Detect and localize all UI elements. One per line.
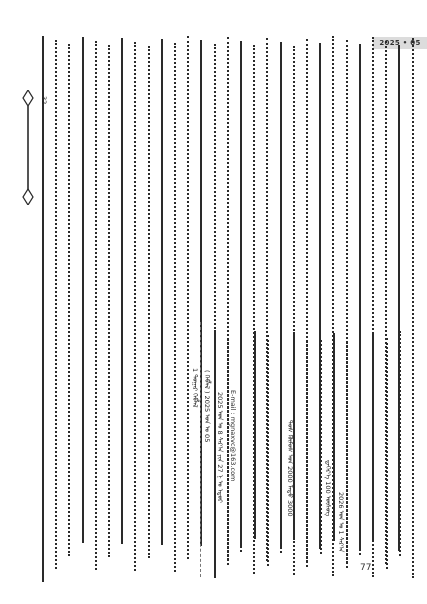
right-text-line [254, 331, 265, 539]
right-text-line [320, 340, 331, 554]
left-text-line [108, 45, 119, 557]
year-line: 2026 ᠣᠨ ᠤ 1 ᠰᠠᠷ᠎ᠠ [337, 492, 345, 553]
left-text-line [68, 44, 79, 556]
right-text-line [346, 337, 357, 568]
left-text-line [187, 36, 198, 559]
numbers-line: ᠲᠤᠰ ᠬᠦᠮᠦᠰ ᠤᠨ 2000 ᠮᠠᠲᠤ 3000 [286, 420, 294, 517]
right-text-line [372, 334, 383, 542]
numerals-32: 32 [40, 96, 48, 105]
column-divider [200, 322, 201, 577]
right-text-line [267, 335, 278, 566]
ornament-diamond-bottom [23, 189, 33, 205]
left-text-line [174, 43, 185, 572]
right-text-line [386, 338, 397, 569]
ornament-diamond-top [23, 90, 33, 106]
left-text-line [42, 36, 53, 582]
ornament-emblem [21, 90, 35, 205]
left-text-line [95, 41, 106, 570]
issue-note: ( ᠬᠡᠪᠯᠡᠯ ) 2025 ᠣᠨ ᠤ 05 [203, 370, 211, 443]
left-text-line [412, 38, 423, 578]
email-address: E-mail : mgnaxvc@163.com [229, 390, 237, 482]
left-text-line [161, 39, 172, 545]
right-text-line [359, 330, 370, 555]
date-line: 2025 ᠣᠨ ᠤ 8 ᠰᠠᠷ᠎ᠠ ᠶᠢᠨ 27 ᠨ ᠤ ᠡᠳᠦᠷ [216, 392, 224, 503]
left-text-line [134, 42, 145, 571]
left-text-line [82, 37, 93, 543]
page-reference: ᠳ᠋ᠡᠭᠡᠷ᠎ᠡ 100 ᠦᠰᠦᠭ [324, 460, 332, 517]
left-text-line [55, 40, 66, 569]
left-text-line [200, 40, 211, 546]
editor-line: 1 ᠳᠤᠭᠠᠷ ᠬᠡᠪᠯᠡᠯ [191, 368, 199, 408]
right-text-line [399, 331, 410, 556]
right-text-line [240, 338, 251, 552]
left-text-line [121, 38, 132, 544]
left-text-line [148, 46, 159, 558]
right-text-line [306, 336, 317, 567]
page-number: 77 [360, 563, 372, 573]
issue-number: 2025 • 05 [379, 39, 421, 47]
